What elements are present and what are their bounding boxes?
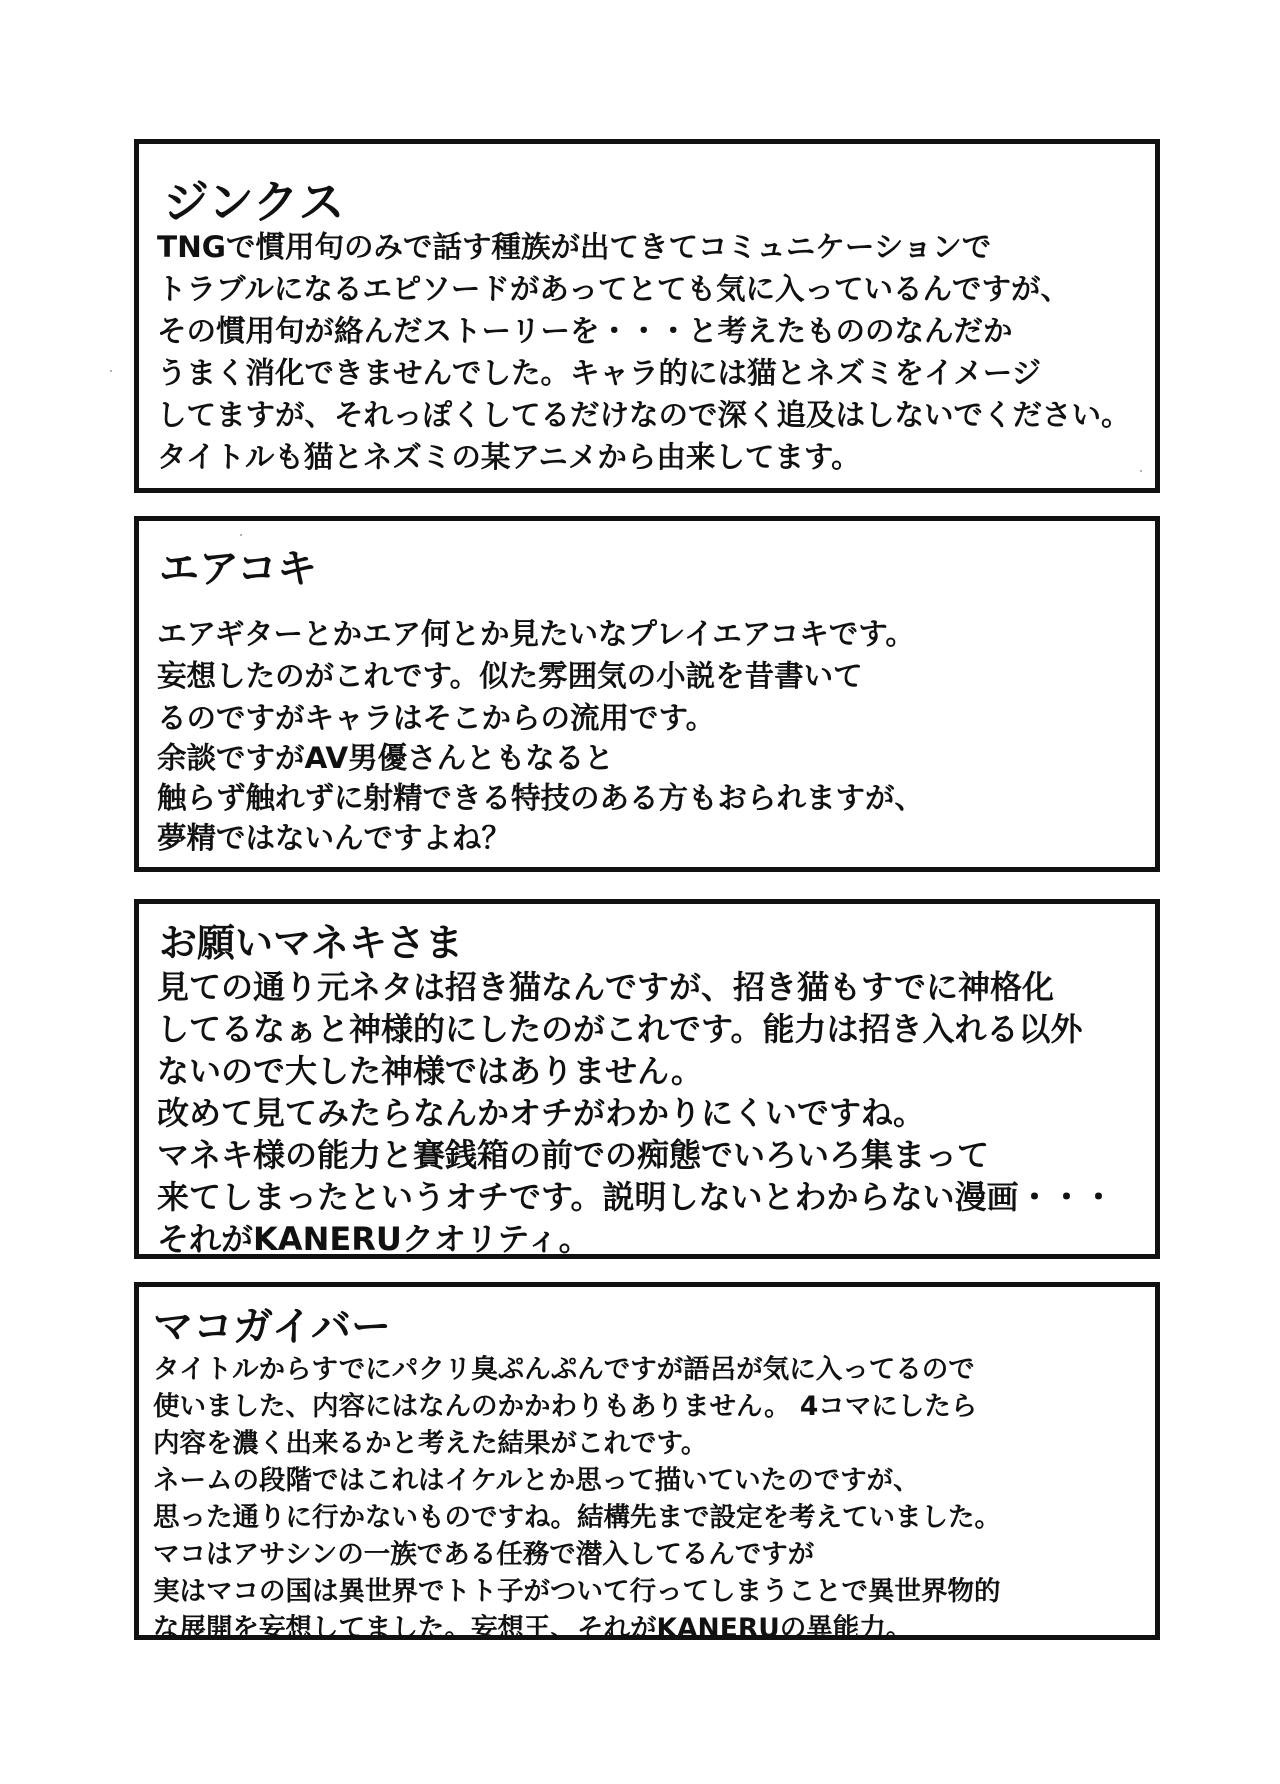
section-line: 見ての通り元ネタは招き猫なんですが、招き猫もすでに神格化 (157, 968, 1054, 1006)
section-line: 実はマコの国は異世界でトト子がついて行ってしまうことで異世界物的 (153, 1576, 1001, 1607)
section-line: タイトルからすでにパクリ臭ぷんぷんですが語呂が気に入ってるので (153, 1354, 975, 1385)
scan-speck (240, 534, 242, 536)
section-line: な展開を妄想してました。妄想王、それがKANERUの異能力。 (153, 1613, 913, 1644)
section-line: うまく消化できませんでした。キャラ的には猫とネズミをイメージ (157, 356, 1042, 390)
section-line: その慣用句が絡んだストーリーを・・・と考えたもののなんだか (157, 314, 1013, 348)
section-title: ジンクス (163, 175, 345, 229)
section-title: マコガイバー (153, 1304, 391, 1350)
section-line: 触らず触れずに射精できる特技のある方もおられますが、 (157, 781, 925, 815)
section-line: るのですがキャラはそこからの流用です。 (157, 701, 716, 735)
section-line: トラブルになるエピソードがあってとても気に入っているんですが、 (157, 272, 1071, 306)
scan-speck (1140, 470, 1142, 472)
notes-box-air-koki (134, 516, 1160, 872)
section-line: 妄想したのがこれです。似た雰囲気の小説を昔書いて (157, 659, 863, 693)
section-line: TNGで慣用句のみで話す種族が出てきてコミュニケーションで (157, 230, 992, 264)
notes-box-makogaiver (134, 1282, 1160, 1644)
section-title: エアコキ (159, 546, 317, 592)
section-line: それがKANERUクオリティ。 (157, 1220, 591, 1258)
section-line: マネキ様の能力と賽銭箱の前での痴態でいろいろ集まって (157, 1136, 990, 1174)
section-line: 使いました、内容にはなんのかかわりもありません。 4コマにしたら (153, 1391, 978, 1422)
section-line: エアギターとかエア何とか見たいなプレイエアコキです。 (157, 617, 915, 651)
section-line: してますが、それっぽくしてるだけなので深く追及はしないでください。 (157, 398, 1131, 432)
scan-speck (110, 370, 112, 372)
section-line: 余談ですがAV男優さんともなると (157, 741, 614, 775)
section-line: 思った通りに行かないものですね。結構先まで設定を考えていました。 (153, 1502, 1001, 1533)
section-line: マコはアサシンの一族である任務で潜入してるんですが (153, 1539, 815, 1570)
section-line: 来てしまったというオチです。説明しないとわからない漫画・・・ (157, 1178, 1115, 1216)
section-title: お願いマネキさま (159, 921, 464, 965)
section-line: タイトルも猫とネズミの某アニメから由来してます。 (157, 440, 861, 474)
notes-box-onegai-maneki (134, 899, 1160, 1259)
section-line: してるなぁと神様的にしたのがこれです。能力は招き入れる以外 (157, 1010, 1083, 1048)
section-line: ネームの段階ではこれはイケルとか思って描いていたのですが、 (153, 1465, 920, 1496)
section-line: ないので大した神様ではありません。 (157, 1052, 703, 1090)
section-line: 夢精ではないんですよね？ (157, 821, 512, 855)
section-line: 内容を濃く出来るかと考えた結果がこれです。 (153, 1428, 708, 1459)
section-line: 改めて見てみたらなんかオチがわかりにくいですね。 (157, 1094, 926, 1132)
notes-box-jinx (134, 139, 1160, 493)
